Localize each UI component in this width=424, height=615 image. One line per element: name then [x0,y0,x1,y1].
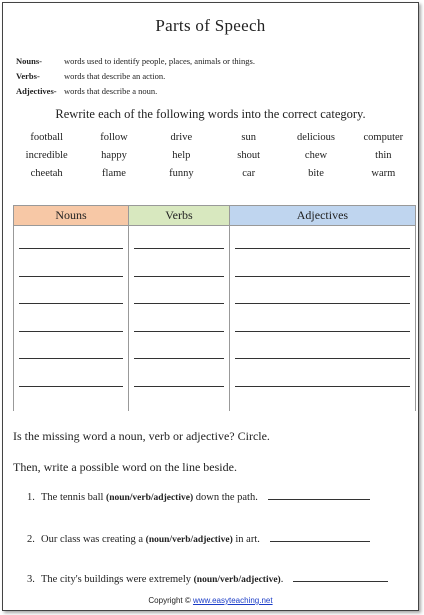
word-bank-item: shout [237,150,261,161]
word-bank-item: funny [169,168,194,179]
item-options[interactable]: (noun/verb/adjective) [106,493,194,503]
definition-text: words that describe a noun. [64,86,158,96]
word-bank-item: car [242,168,256,179]
word-bank [13,131,417,181]
definition-verbs [16,69,255,84]
answer-line[interactable] [268,499,370,500]
item-text-after: in art. [235,534,260,545]
word-bank-item: thin [375,150,392,161]
question-item [27,534,370,545]
word-bank-item: bite [308,168,324,179]
item-text-before: Our class was creating a [41,534,144,545]
sorting-instruction: Rewrite each of the following words into the correct category. [55,107,366,121]
definition-term: Verbs- [16,71,40,81]
item-text-after: down the path. [195,492,258,503]
adjectives-column[interactable] [229,226,415,412]
word-bank-item: flame [102,168,126,179]
item-text-after: . [280,574,284,585]
word-bank-item: delicious [297,132,335,143]
word-bank-item: help [172,150,191,161]
word-bank-item: warm [371,168,396,179]
worksheet-page [2,2,419,611]
answer-line[interactable] [270,541,370,542]
writing-lines [235,226,410,387]
word-bank-item: drive [170,132,193,143]
definition-text: words that describe an action. [64,71,166,81]
item-text-before: The city's buildings were extremely [41,574,192,585]
word-bank-item: chew [304,150,328,161]
word-bank-item: football [30,132,63,143]
copyright-footer [3,596,418,605]
word-bank-item: happy [101,150,127,161]
word-bank-item: incredible [25,150,68,161]
definitions [16,54,255,99]
word-bank-item: sun [241,132,256,143]
website-link[interactable]: www.easyteaching.net [192,596,273,605]
question-item [27,574,388,585]
definition-text: words used to identify people, places, animals or things. [64,56,255,66]
question-instruction: Is the missing word a noun, verb or adjective? Circle. [13,429,270,443]
question-item [27,492,370,503]
nouns-column[interactable] [14,226,129,412]
item-options[interactable]: (noun/verb/adjective) [193,575,281,585]
verbs-column-header: Verbs [129,206,230,226]
word-bank-item: cheetah [30,168,63,179]
item-number: 1. [27,492,35,503]
sorting-table [13,205,416,411]
item-number: 2. [27,534,35,545]
definition-nouns [16,54,255,69]
adjectives-column-header: Adjectives [229,206,415,226]
item-options[interactable]: (noun/verb/adjective) [145,535,233,545]
definition-term: Adjectives- [16,86,57,96]
word-bank-item: computer [363,132,404,143]
item-number: 3. [27,574,35,585]
item-text-before: The tennis ball [41,492,104,503]
word-bank-item: follow [100,132,128,143]
copyright-text: Copyright © [148,596,191,605]
nouns-column-header: Nouns [14,206,129,226]
answer-line[interactable] [293,581,388,582]
verbs-column[interactable] [129,226,230,412]
writing-lines [19,226,123,387]
writing-lines [134,226,224,387]
definition-adjectives [16,84,255,99]
page-title: Parts of Speech [155,16,266,35]
question-instruction-2: Then, write a possible word on the line beside. [13,460,237,474]
definition-term: Nouns- [16,56,42,66]
